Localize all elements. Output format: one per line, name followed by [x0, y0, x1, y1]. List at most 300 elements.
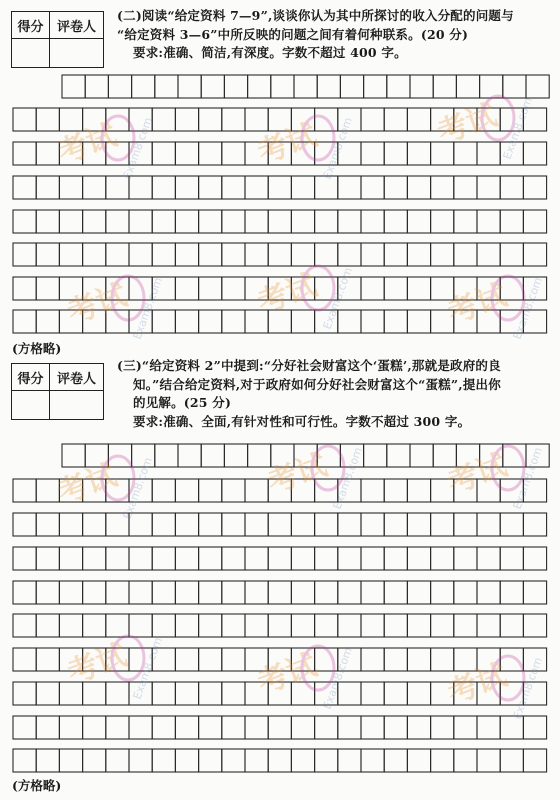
- grid-cell[interactable]: [294, 75, 317, 98]
- grid-cell[interactable]: [291, 142, 314, 165]
- grid-cell[interactable]: [59, 547, 82, 570]
- grid-cell[interactable]: [338, 310, 361, 333]
- grid-cell[interactable]: [175, 176, 198, 199]
- grid-cell[interactable]: [384, 142, 407, 165]
- grid-cell[interactable]: [477, 243, 500, 266]
- grid-cell[interactable]: [338, 210, 361, 233]
- grid-cell[interactable]: [245, 614, 268, 637]
- grid-cell[interactable]: [480, 444, 503, 467]
- grid-cell[interactable]: [268, 648, 291, 671]
- grid-cell[interactable]: [83, 513, 106, 536]
- grid-cell[interactable]: [340, 444, 363, 467]
- grid-cell[interactable]: [199, 310, 222, 333]
- grid-cell[interactable]: [523, 142, 546, 165]
- grid-cell[interactable]: [245, 513, 268, 536]
- grid-cell[interactable]: [523, 210, 546, 233]
- grid-cell[interactable]: [454, 210, 477, 233]
- grid-cell[interactable]: [106, 176, 129, 199]
- grid-cell[interactable]: [338, 716, 361, 739]
- grid-cell[interactable]: [431, 310, 454, 333]
- grid-cell[interactable]: [338, 547, 361, 570]
- grid-cell[interactable]: [83, 648, 106, 671]
- grid-cell[interactable]: [523, 243, 546, 266]
- grid-cell[interactable]: [480, 75, 503, 98]
- grid-cell[interactable]: [315, 682, 338, 705]
- grid-cell[interactable]: [523, 581, 546, 604]
- score-field[interactable]: [12, 391, 50, 420]
- grid-cell[interactable]: [431, 210, 454, 233]
- grid-cell[interactable]: [407, 310, 430, 333]
- grid-cell[interactable]: [431, 648, 454, 671]
- grid-cell[interactable]: [129, 547, 152, 570]
- grid-cell[interactable]: [431, 277, 454, 300]
- grid-cell[interactable]: [477, 749, 500, 772]
- grid-cell[interactable]: [477, 716, 500, 739]
- grid-cell[interactable]: [59, 142, 82, 165]
- grid-cell[interactable]: [268, 479, 291, 502]
- grid-cell[interactable]: [152, 749, 175, 772]
- grid-cell[interactable]: [36, 614, 59, 637]
- grid-cell[interactable]: [454, 581, 477, 604]
- grid-cell[interactable]: [500, 682, 523, 705]
- grid-cell[interactable]: [500, 547, 523, 570]
- grid-cell[interactable]: [199, 210, 222, 233]
- grid-cell[interactable]: [291, 581, 314, 604]
- grid-cell[interactable]: [132, 75, 155, 98]
- grid-cell[interactable]: [222, 513, 245, 536]
- grid-cell[interactable]: [199, 277, 222, 300]
- grid-cell[interactable]: [13, 176, 36, 199]
- grid-cell[interactable]: [407, 716, 430, 739]
- grid-cell[interactable]: [291, 108, 314, 131]
- grid-cell[interactable]: [315, 108, 338, 131]
- grid-cell[interactable]: [361, 648, 384, 671]
- grid-cell[interactable]: [106, 749, 129, 772]
- grid-cell[interactable]: [454, 176, 477, 199]
- grid-cell[interactable]: [291, 210, 314, 233]
- grid-cell[interactable]: [431, 243, 454, 266]
- grid-cell[interactable]: [222, 176, 245, 199]
- grid-cell[interactable]: [199, 547, 222, 570]
- grid-cell[interactable]: [407, 210, 430, 233]
- grid-cell[interactable]: [106, 682, 129, 705]
- grid-cell[interactable]: [222, 108, 245, 131]
- grid-cell[interactable]: [83, 614, 106, 637]
- grid-cell[interactable]: [36, 142, 59, 165]
- grid-cell[interactable]: [36, 108, 59, 131]
- grid-cell[interactable]: [454, 547, 477, 570]
- grid-cell[interactable]: [175, 310, 198, 333]
- grid-cell[interactable]: [106, 310, 129, 333]
- grid-cell[interactable]: [199, 142, 222, 165]
- grid-cell[interactable]: [106, 210, 129, 233]
- grid-cell[interactable]: [456, 75, 479, 98]
- grid-cell[interactable]: [59, 108, 82, 131]
- grid-cell[interactable]: [384, 716, 407, 739]
- grid-cell[interactable]: [152, 682, 175, 705]
- grid-cell[interactable]: [222, 614, 245, 637]
- grid-cell[interactable]: [245, 310, 268, 333]
- grid-cell[interactable]: [410, 75, 433, 98]
- grid-cell[interactable]: [523, 176, 546, 199]
- grid-cell[interactable]: [407, 581, 430, 604]
- grid-cell[interactable]: [248, 444, 271, 467]
- grid-cell[interactable]: [477, 614, 500, 637]
- grid-cell[interactable]: [407, 513, 430, 536]
- grid-cell[interactable]: [129, 479, 152, 502]
- grid-cell[interactable]: [477, 210, 500, 233]
- grid-cell[interactable]: [175, 614, 198, 637]
- grid-cell[interactable]: [222, 581, 245, 604]
- grid-cell[interactable]: [454, 243, 477, 266]
- grid-cell[interactable]: [268, 749, 291, 772]
- grid-cell[interactable]: [384, 614, 407, 637]
- grid-cell[interactable]: [83, 716, 106, 739]
- grid-cell[interactable]: [129, 614, 152, 637]
- grid-cell[interactable]: [224, 75, 247, 98]
- grid-cell[interactable]: [36, 749, 59, 772]
- grid-cell[interactable]: [315, 479, 338, 502]
- grid-cell[interactable]: [13, 210, 36, 233]
- grid-cell[interactable]: [245, 716, 268, 739]
- grid-cell[interactable]: [338, 277, 361, 300]
- grid-cell[interactable]: [454, 682, 477, 705]
- grid-cell[interactable]: [315, 614, 338, 637]
- grid-cell[interactable]: [500, 243, 523, 266]
- grid-cell[interactable]: [454, 614, 477, 637]
- grid-cell[interactable]: [13, 108, 36, 131]
- grid-cell[interactable]: [526, 75, 549, 98]
- grid-cell[interactable]: [175, 648, 198, 671]
- grid-cell[interactable]: [523, 716, 546, 739]
- grid-cell[interactable]: [338, 749, 361, 772]
- grid-cell[interactable]: [361, 513, 384, 536]
- grid-cell[interactable]: [199, 682, 222, 705]
- grid-cell[interactable]: [13, 277, 36, 300]
- grid-cell[interactable]: [454, 310, 477, 333]
- grid-cell[interactable]: [407, 547, 430, 570]
- grid-cell[interactable]: [178, 444, 201, 467]
- grid-cell[interactable]: [503, 75, 526, 98]
- grid-cell[interactable]: [268, 310, 291, 333]
- grid-cell[interactable]: [59, 310, 82, 333]
- grid-cell[interactable]: [152, 547, 175, 570]
- grid-cell[interactable]: [315, 749, 338, 772]
- grid-cell[interactable]: [199, 614, 222, 637]
- grid-cell[interactable]: [268, 210, 291, 233]
- grid-cell[interactable]: [59, 749, 82, 772]
- grid-cell[interactable]: [361, 243, 384, 266]
- grid-cell[interactable]: [338, 243, 361, 266]
- grid-cell[interactable]: [199, 513, 222, 536]
- grid-cell[interactable]: [13, 614, 36, 637]
- grid-cell[interactable]: [36, 243, 59, 266]
- grid-cell[interactable]: [315, 513, 338, 536]
- grid-cell[interactable]: [245, 277, 268, 300]
- grid-cell[interactable]: [271, 75, 294, 98]
- grid-cell[interactable]: [175, 479, 198, 502]
- grid-cell[interactable]: [500, 210, 523, 233]
- grid-cell[interactable]: [431, 547, 454, 570]
- grid-row[interactable]: [13, 210, 547, 233]
- grid-cell[interactable]: [245, 682, 268, 705]
- grid-cell[interactable]: [315, 142, 338, 165]
- grid-cell[interactable]: [106, 277, 129, 300]
- grid-cell[interactable]: [268, 682, 291, 705]
- grid-cell[interactable]: [526, 444, 549, 467]
- grid-cell[interactable]: [340, 75, 363, 98]
- grid-cell[interactable]: [291, 310, 314, 333]
- grid-cell[interactable]: [59, 513, 82, 536]
- grid-cell[interactable]: [83, 108, 106, 131]
- grid-cell[interactable]: [361, 142, 384, 165]
- grid-cell[interactable]: [222, 648, 245, 671]
- grid-cell[interactable]: [410, 444, 433, 467]
- grid-cell[interactable]: [338, 513, 361, 536]
- grid-cell[interactable]: [13, 547, 36, 570]
- grid-cell[interactable]: [106, 716, 129, 739]
- grid-cell[interactable]: [36, 648, 59, 671]
- grid-cell[interactable]: [85, 75, 108, 98]
- grid-cell[interactable]: [132, 444, 155, 467]
- grid-cell[interactable]: [83, 547, 106, 570]
- grid-cell[interactable]: [315, 581, 338, 604]
- grid-cell[interactable]: [175, 243, 198, 266]
- grid-cell[interactable]: [152, 581, 175, 604]
- grid-cell[interactable]: [387, 444, 410, 467]
- grid-cell[interactable]: [500, 614, 523, 637]
- grid-cell[interactable]: [477, 547, 500, 570]
- grid-cell[interactable]: [59, 581, 82, 604]
- grid-cell[interactable]: [152, 479, 175, 502]
- grid-row[interactable]: [13, 243, 547, 266]
- grid-cell[interactable]: [175, 513, 198, 536]
- grid-cell[interactable]: [523, 648, 546, 671]
- grid-cell[interactable]: [500, 581, 523, 604]
- grid-cell[interactable]: [199, 648, 222, 671]
- grid-cell[interactable]: [36, 176, 59, 199]
- grid-cell[interactable]: [315, 648, 338, 671]
- grid-cell[interactable]: [222, 210, 245, 233]
- grid-cell[interactable]: [454, 648, 477, 671]
- grid-cell[interactable]: [83, 479, 106, 502]
- grid-cell[interactable]: [431, 614, 454, 637]
- grid-cell[interactable]: [477, 108, 500, 131]
- grid-cell[interactable]: [36, 210, 59, 233]
- grid-cell[interactable]: [431, 108, 454, 131]
- grid-cell[interactable]: [36, 479, 59, 502]
- grid-cell[interactable]: [248, 75, 271, 98]
- grid-cell[interactable]: [13, 243, 36, 266]
- grid-cell[interactable]: [361, 581, 384, 604]
- grid-cell[interactable]: [175, 142, 198, 165]
- grid-cell[interactable]: [36, 277, 59, 300]
- grid-cell[interactable]: [245, 176, 268, 199]
- grid-cell[interactable]: [407, 176, 430, 199]
- grid-cell[interactable]: [291, 682, 314, 705]
- grid-cell[interactable]: [500, 513, 523, 536]
- grid-cell[interactable]: [199, 749, 222, 772]
- grid-cell[interactable]: [224, 444, 247, 467]
- grid-cell[interactable]: [500, 648, 523, 671]
- grid-cell[interactable]: [201, 444, 224, 467]
- grid-cell[interactable]: [36, 547, 59, 570]
- grid-cell[interactable]: [106, 581, 129, 604]
- grid-row[interactable]: [62, 75, 549, 98]
- grid-cell[interactable]: [500, 108, 523, 131]
- grid-cell[interactable]: [59, 243, 82, 266]
- grid-row[interactable]: [62, 444, 549, 467]
- grid-cell[interactable]: [13, 479, 36, 502]
- grid-row[interactable]: [13, 310, 547, 333]
- grid-cell[interactable]: [129, 716, 152, 739]
- grid-cell[interactable]: [291, 716, 314, 739]
- grid-cell[interactable]: [338, 479, 361, 502]
- grid-cell[interactable]: [222, 547, 245, 570]
- grid-cell[interactable]: [245, 581, 268, 604]
- grid-cell[interactable]: [338, 108, 361, 131]
- grid-cell[interactable]: [477, 142, 500, 165]
- grid-cell[interactable]: [361, 716, 384, 739]
- grid-cell[interactable]: [199, 108, 222, 131]
- grid-row[interactable]: [13, 614, 547, 637]
- grid-cell[interactable]: [361, 310, 384, 333]
- grid-cell[interactable]: [175, 716, 198, 739]
- grid-cell[interactable]: [129, 176, 152, 199]
- grid-cell[interactable]: [384, 277, 407, 300]
- grid-cell[interactable]: [108, 75, 131, 98]
- grid-cell[interactable]: [407, 108, 430, 131]
- grid-cell[interactable]: [83, 176, 106, 199]
- grid-cell[interactable]: [152, 716, 175, 739]
- grid-cell[interactable]: [431, 479, 454, 502]
- grid-cell[interactable]: [222, 142, 245, 165]
- grid-cell[interactable]: [199, 581, 222, 604]
- grid-cell[interactable]: [338, 614, 361, 637]
- grid-cell[interactable]: [454, 108, 477, 131]
- grid-cell[interactable]: [454, 716, 477, 739]
- grid-cell[interactable]: [338, 682, 361, 705]
- grid-cell[interactable]: [36, 310, 59, 333]
- grid-cell[interactable]: [175, 277, 198, 300]
- grid-cell[interactable]: [407, 142, 430, 165]
- grid-cell[interactable]: [178, 75, 201, 98]
- grid-cell[interactable]: [477, 310, 500, 333]
- grid-row[interactable]: [13, 479, 547, 502]
- grid-cell[interactable]: [315, 176, 338, 199]
- grid-cell[interactable]: [407, 749, 430, 772]
- grid-cell[interactable]: [36, 682, 59, 705]
- grid-cell[interactable]: [222, 716, 245, 739]
- grid-cell[interactable]: [523, 749, 546, 772]
- grid-cell[interactable]: [152, 176, 175, 199]
- grid-cell[interactable]: [431, 749, 454, 772]
- grid-cell[interactable]: [294, 444, 317, 467]
- grid-cell[interactable]: [454, 513, 477, 536]
- grid-cell[interactable]: [59, 176, 82, 199]
- grid-cell[interactable]: [291, 547, 314, 570]
- grid-cell[interactable]: [523, 682, 546, 705]
- grid-cell[interactable]: [291, 513, 314, 536]
- grid-cell[interactable]: [291, 648, 314, 671]
- grid-cell[interactable]: [500, 716, 523, 739]
- grid-cell[interactable]: [129, 142, 152, 165]
- grid-cell[interactable]: [315, 310, 338, 333]
- grid-cell[interactable]: [129, 243, 152, 266]
- grid-cell[interactable]: [106, 547, 129, 570]
- grid-cell[interactable]: [129, 310, 152, 333]
- grid-cell[interactable]: [62, 75, 85, 98]
- grid-cell[interactable]: [175, 581, 198, 604]
- grid-cell[interactable]: [59, 614, 82, 637]
- grid-cell[interactable]: [291, 479, 314, 502]
- grid-cell[interactable]: [500, 176, 523, 199]
- grid-cell[interactable]: [431, 682, 454, 705]
- grid-cell[interactable]: [245, 479, 268, 502]
- grid-cell[interactable]: [13, 749, 36, 772]
- grid-cell[interactable]: [268, 614, 291, 637]
- grid-cell[interactable]: [407, 648, 430, 671]
- grid-cell[interactable]: [456, 444, 479, 467]
- grid-cell[interactable]: [13, 682, 36, 705]
- grid-cell[interactable]: [384, 176, 407, 199]
- grid-cell[interactable]: [477, 479, 500, 502]
- grid-cell[interactable]: [315, 277, 338, 300]
- grid-cell[interactable]: [407, 479, 430, 502]
- grid-cell[interactable]: [129, 210, 152, 233]
- grid-cell[interactable]: [523, 513, 546, 536]
- grader-field[interactable]: [50, 391, 104, 420]
- grid-cell[interactable]: [62, 444, 85, 467]
- grid-cell[interactable]: [431, 581, 454, 604]
- grid-row[interactable]: [13, 142, 547, 165]
- grid-cell[interactable]: [245, 142, 268, 165]
- grid-cell[interactable]: [454, 479, 477, 502]
- grid-cell[interactable]: [338, 142, 361, 165]
- grid-cell[interactable]: [175, 210, 198, 233]
- grid-cell[interactable]: [454, 277, 477, 300]
- grid-cell[interactable]: [36, 581, 59, 604]
- grid-cell[interactable]: [384, 648, 407, 671]
- grid-cell[interactable]: [477, 277, 500, 300]
- grid-cell[interactable]: [523, 108, 546, 131]
- grid-cell[interactable]: [245, 749, 268, 772]
- grid-cell[interactable]: [315, 547, 338, 570]
- grid-cell[interactable]: [129, 581, 152, 604]
- grid-row[interactable]: [13, 513, 547, 536]
- grid-cell[interactable]: [106, 614, 129, 637]
- grid-cell[interactable]: [129, 648, 152, 671]
- grid-cell[interactable]: [222, 749, 245, 772]
- grid-cell[interactable]: [129, 749, 152, 772]
- grid-cell[interactable]: [433, 75, 456, 98]
- grid-cell[interactable]: [268, 513, 291, 536]
- grid-cell[interactable]: [384, 479, 407, 502]
- grid-cell[interactable]: [175, 108, 198, 131]
- grid-cell[interactable]: [361, 479, 384, 502]
- grid-cell[interactable]: [477, 648, 500, 671]
- grid-cell[interactable]: [477, 176, 500, 199]
- grid-cell[interactable]: [13, 716, 36, 739]
- grid-cell[interactable]: [454, 749, 477, 772]
- grid-cell[interactable]: [271, 444, 294, 467]
- grid-cell[interactable]: [129, 277, 152, 300]
- grid-cell[interactable]: [431, 142, 454, 165]
- grid-cell[interactable]: [129, 682, 152, 705]
- grid-cell[interactable]: [291, 277, 314, 300]
- grid-cell[interactable]: [155, 75, 178, 98]
- grid-cell[interactable]: [59, 479, 82, 502]
